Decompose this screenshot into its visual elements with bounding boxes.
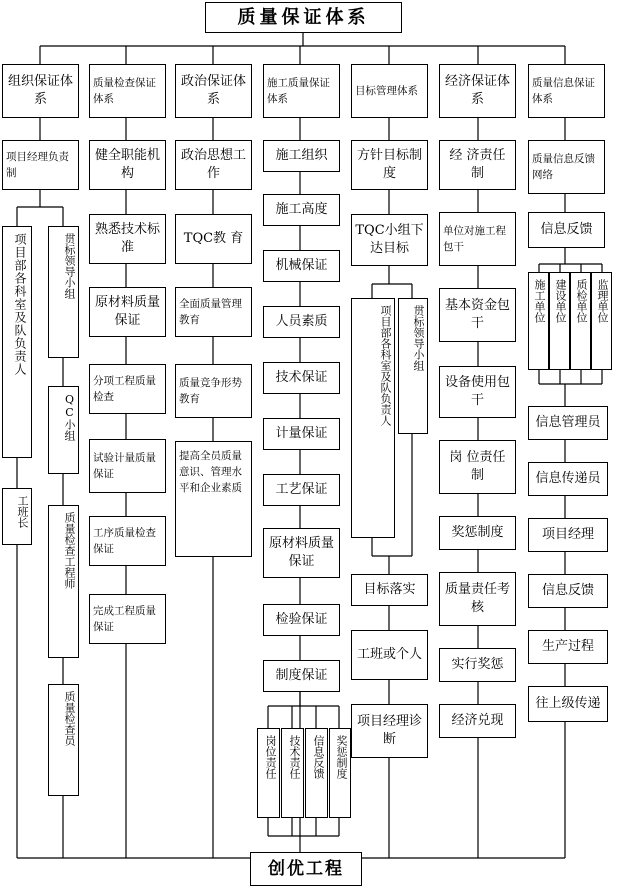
info-item-6: 信息反馈 <box>528 574 608 608</box>
eco-item-8: 实行奖惩 <box>439 648 516 682</box>
org-workteam-leader: 工班长 <box>2 488 32 545</box>
header-target: 目标管理体系 <box>351 64 428 118</box>
header-info: 质量信息保证体系 <box>528 64 605 118</box>
org-manager-responsibility: 项目经理负责制 <box>2 140 79 190</box>
eco-item-1: 经 济责任制 <box>439 140 516 190</box>
org-leading-group: 贯标领导小组 <box>48 226 79 358</box>
info-item-1: 质量信息反馈网络 <box>528 140 605 194</box>
info-item-2: 信息反馈 <box>528 212 605 248</box>
qc-item-3: 原材料质量保证 <box>89 287 166 337</box>
info-item-3: 信息管理员 <box>528 406 608 440</box>
con-item-2: 施工高度 <box>263 194 340 226</box>
con-item-4: 人员素质 <box>263 306 340 338</box>
header-politics: 政治保证体 系 <box>175 64 252 118</box>
tgt-dept-heads: 项目部各科室及队负责人 <box>351 298 395 538</box>
eco-item-5: 岗 位责任制 <box>439 440 516 494</box>
info-item-7: 生产过程 <box>528 630 608 664</box>
header-quality-check: 质量检查保证体系 <box>89 64 166 118</box>
org-qc-group: QC小组 <box>48 386 79 474</box>
qc-item-5: 试验计量质量保证 <box>89 439 166 493</box>
eco-item-9: 经济兑现 <box>439 704 516 738</box>
eco-item-2: 单位对施工程包干 <box>439 212 516 266</box>
con-sub-1: 岗位责任 <box>257 728 280 818</box>
bottom-box: 创优工程 <box>250 852 362 886</box>
info-unit-4: 监理单位 <box>591 272 612 370</box>
con-item-1: 施工组织 <box>263 140 340 172</box>
info-item-5: 项目经理 <box>528 518 608 552</box>
con-item-5: 技术保证 <box>263 362 340 394</box>
header-org: 组织保证体 系 <box>2 64 79 118</box>
con-item-9: 检验保证 <box>263 604 340 636</box>
con-item-7: 工艺保证 <box>263 474 340 506</box>
org-quality-inspector: 质量检查员 <box>48 684 79 796</box>
eco-item-3: 基本资金包 干 <box>439 288 516 342</box>
con-item-6: 计量保证 <box>263 418 340 450</box>
con-sub-4: 奖惩制度 <box>329 728 351 818</box>
header-economy: 经济保证体 系 <box>439 64 516 118</box>
pol-item-3: 全面质量管理教育 <box>175 287 252 337</box>
qc-item-1: 健全职能机 构 <box>89 140 166 190</box>
eco-item-7: 质量责任考 核 <box>439 572 516 626</box>
info-unit-3: 质检单位 <box>570 272 591 370</box>
tgt-item-4: 工班或个人 <box>351 630 428 680</box>
qc-item-4: 分项工程质量检查 <box>89 364 166 414</box>
info-unit-2: 建设单位 <box>549 272 570 370</box>
qc-item-7: 完成工程质量保证 <box>89 594 166 644</box>
eco-item-6: 奖惩制度 <box>439 516 516 550</box>
pol-item-2: TQC教 育 <box>175 214 252 264</box>
pol-item-1: 政治思想工 作 <box>175 140 252 190</box>
tgt-item-1: 方针目标制 度 <box>351 140 428 190</box>
eco-item-4: 设备使用包 干 <box>439 366 516 418</box>
tgt-item-2: TQC小组下达目标 <box>351 214 428 266</box>
pol-item-4: 质量竞争形势教育 <box>175 364 252 418</box>
tgt-leading-group: 贯标领导小组 <box>398 298 428 434</box>
con-item-8: 原材料质量保证 <box>263 528 340 578</box>
org-quality-engineer: 质量检查工程师 <box>48 505 79 658</box>
info-unit-1: 施工单位 <box>528 272 549 370</box>
con-sub-2: 技术责任 <box>281 728 304 818</box>
con-item-10: 制度保证 <box>263 660 340 692</box>
qc-item-2: 熟悉技术标 准 <box>89 214 166 264</box>
qc-item-6: 工序质量检查保证 <box>89 516 166 566</box>
con-sub-3: 信息反馈 <box>305 728 328 818</box>
con-item-3: 机械保证 <box>263 250 340 282</box>
pol-item-5: 提高全员质量意识、管理水平和企业素质 <box>175 441 252 557</box>
title-box: 质量保证体系 <box>205 2 402 33</box>
tgt-item-3: 目标落实 <box>351 574 428 606</box>
info-item-8: 往上级传递 <box>528 686 608 722</box>
org-dept-heads: 项目部各科室及队负责人 <box>2 226 32 458</box>
header-construction: 施工质量保证体系 <box>263 64 340 118</box>
tgt-item-5: 项目经理诊 断 <box>351 704 428 758</box>
info-item-4: 信息传递员 <box>528 462 608 496</box>
